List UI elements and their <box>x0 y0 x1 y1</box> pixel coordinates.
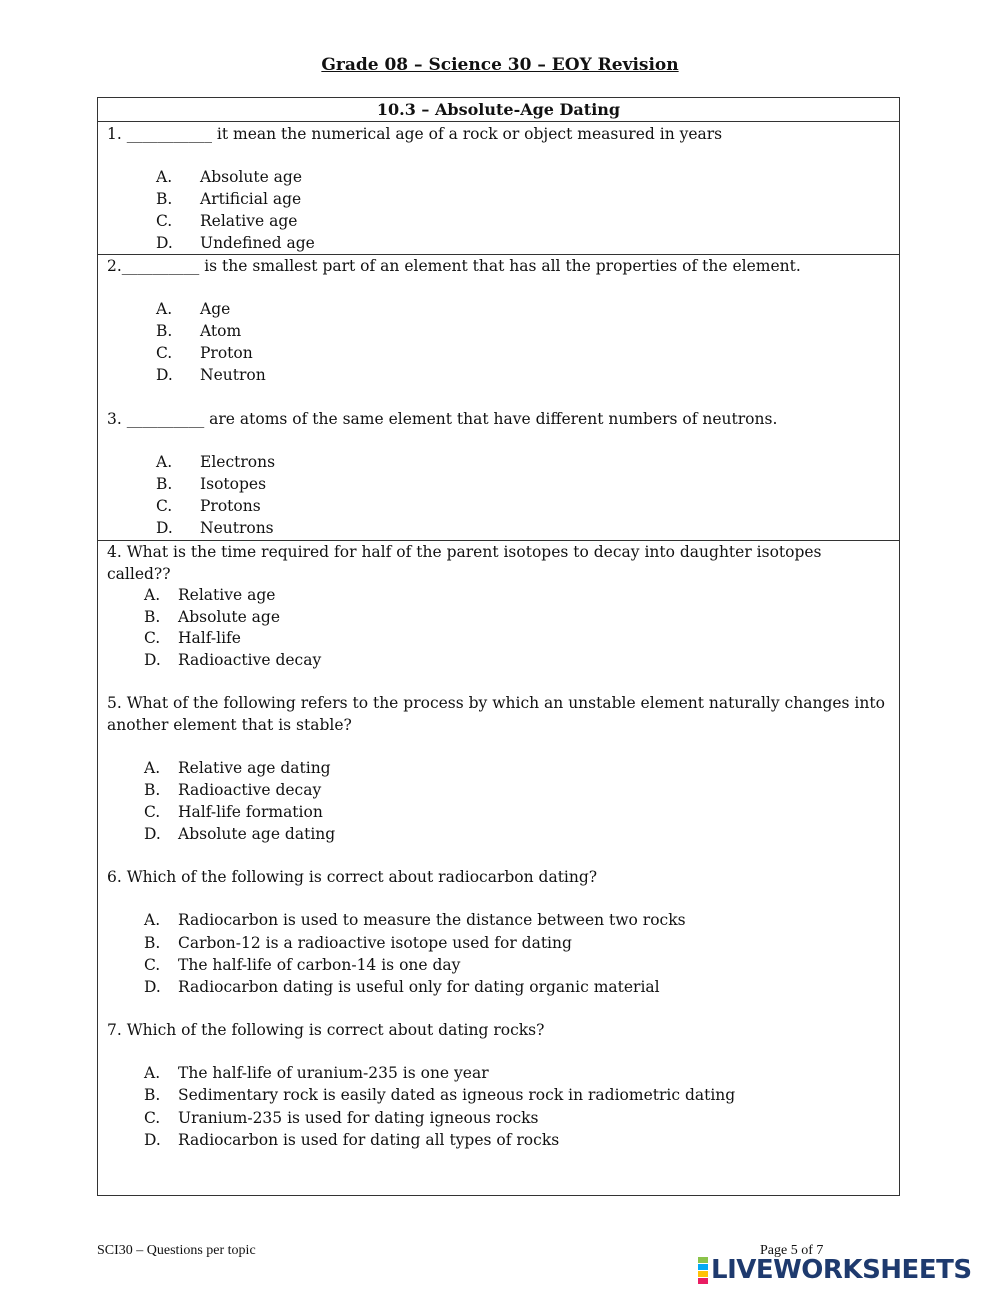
liveworksheets-logo[interactable] <box>698 1256 972 1284</box>
option: B. Sedimentary rock is easily dated as igneous rock in radiometric dating <box>144 1086 736 1104</box>
logo-text: LIVEWORKSHEETS <box>711 1255 972 1285</box>
option: D. Radioactive decay <box>144 651 322 669</box>
option: C. Protons <box>156 497 261 515</box>
option: C. The half-life of carbon-14 is one day <box>144 956 461 974</box>
question-table <box>97 97 900 1196</box>
option: A. Absolute age <box>156 168 303 186</box>
option: B. Carbon-12 is a radioactive isotope used for dating <box>144 934 572 952</box>
question-4-text: 4. What is the time required for half of the parent isotopes to decay into daughter isotopes called?? <box>107 543 822 583</box>
footer-label: SCI30 – Questions per topic <box>97 1243 256 1258</box>
question-7-text: 7. Which of the following is correct about dating rocks? <box>107 1021 545 1039</box>
option: B. Isotopes <box>156 475 267 493</box>
option: C. Relative age <box>156 212 298 230</box>
option: D. Absolute age dating <box>144 825 336 843</box>
logo-icon <box>698 1257 708 1284</box>
option: B. Radioactive decay <box>144 781 322 799</box>
question-6-text: 6. Which of the following is correct about radiocarbon dating? <box>107 868 598 886</box>
question-2-text: 2.__________ is the smallest part of an element that has all the properties of the element. <box>107 257 801 275</box>
option: D. Neutrons <box>156 519 274 537</box>
document-title: Grade 08 – Science 30 – EOY Revision <box>321 55 679 75</box>
question-5-text: 5. What of the following refers to the process by which an unstable element naturally changes into another element that is stable? <box>107 694 885 734</box>
question-cell <box>98 541 899 1195</box>
option: D. Neutron <box>156 366 266 384</box>
option: A. Electrons <box>156 453 276 471</box>
question-1-text: 1. ___________ it mean the numerical age of a rock or object measured in years <box>107 125 723 143</box>
option: C. Half-life formation <box>144 803 323 821</box>
option: A. Age <box>156 300 231 318</box>
option: D. Radiocarbon dating is useful only for dating organic material <box>144 978 660 996</box>
option: A. Relative age dating <box>144 759 331 777</box>
option: A. Relative age <box>144 586 276 604</box>
question-cell <box>98 255 899 541</box>
option: A. The half-life of uranium-235 is one year <box>144 1064 489 1082</box>
section-title: 10.3 – Absolute-Age Dating <box>98 98 899 122</box>
option: A. Radiocarbon is used to measure the distance between two rocks <box>144 911 686 929</box>
page-number: Page 5 of 7 <box>760 1243 824 1258</box>
option: C. Half-life <box>144 629 241 647</box>
question-3-text: 3. __________ are atoms of the same element that have different numbers of neutrons. <box>107 410 778 428</box>
option: D. Undefined age <box>156 234 315 252</box>
option: B. Atom <box>156 322 242 340</box>
option: B. Artificial age <box>156 190 302 208</box>
option: C. Proton <box>156 344 253 362</box>
option: C. Uranium-235 is used for dating igneous rocks <box>144 1109 539 1127</box>
option: B. Absolute age <box>144 608 281 626</box>
question-cell <box>98 122 899 255</box>
option: D. Radiocarbon is used for dating all types of rocks <box>144 1131 560 1149</box>
